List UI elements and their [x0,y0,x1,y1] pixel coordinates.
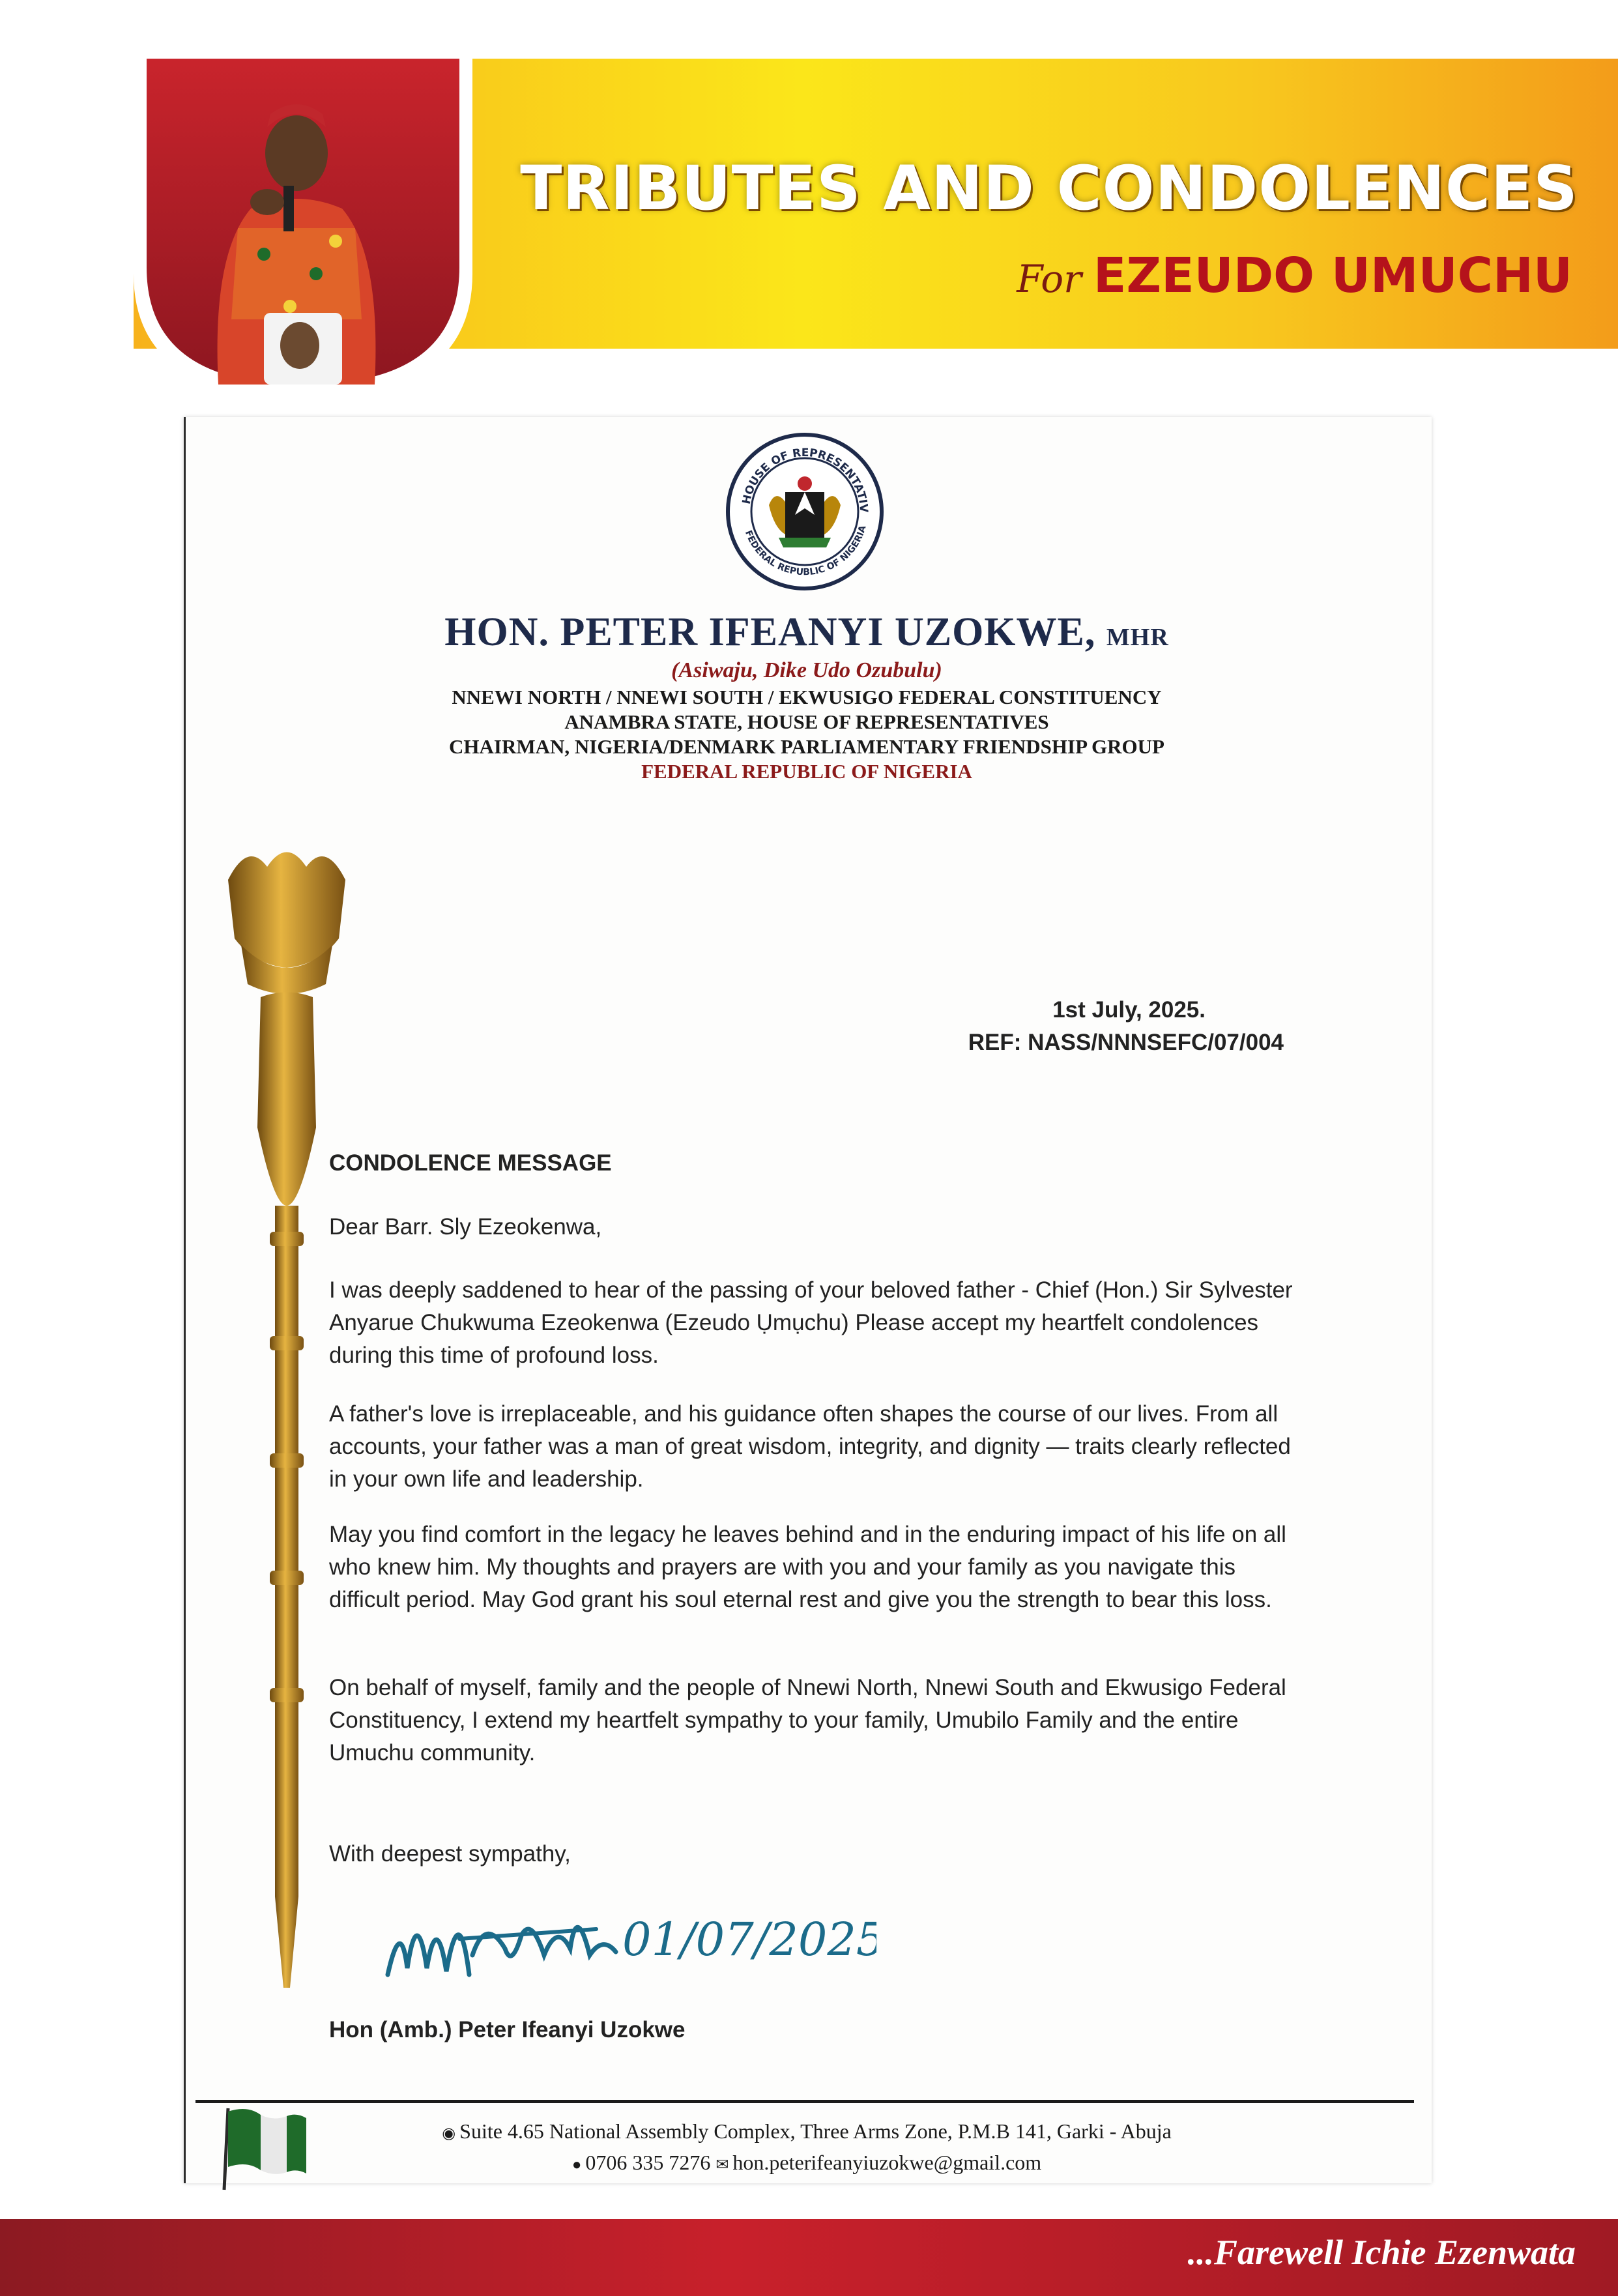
subject-name: EZEUDO UMUCHU [1093,248,1572,304]
letterhead-suffix: MHR [1106,624,1169,651]
letterhead-alias: (Asiwaju, Dike Udo Ozubulu) [671,658,942,682]
contact-address [184,2119,1430,2143]
house-of-representatives-seal-icon [723,430,886,603]
email-text: hon.peterifeanyiuzokwe@gmail.com [732,2151,1042,2174]
phone-text: 0706 335 7276 [585,2151,711,2174]
letter-paragraph-1: I was deeply saddened to hear of the passing of your beloved father - Chief (Hon.) Sir Sylvester Anyarue Chukwuma Ezeokenwa (Ezeudo Ụmụchu) Please accept my heartfelt condolences during this time of profound loss. [329,1277,1293,1368]
letter-paragraph-3: May you find comfort in the legacy he leaves behind and in the enduring impact of his life on all who knew him. My thoughts and prayers are with you and your family as you navigate this difficult period. May God grant his soul eternal rest and give you the strength to bear this loss. [329,1522,1286,1612]
seal-text-top: HOUSE OF REPRESENTATIV [740,446,871,513]
for-label: For [1017,257,1082,301]
banner-title: TRIBUTES AND CONDOLENCES [520,153,1578,224]
footer-divider [195,2100,1414,2103]
letterhead-country: FEDERAL REPUBLIC OF NIGERIA [641,760,972,783]
phone-icon: ● [571,2157,582,2173]
letterhead-constituency: NNEWI NORTH / NNEWI SOUTH / EKWUSIGO FEDERAL CONSTITUENCY [452,686,1162,708]
letter-closing: With deepest sympathy, [329,1841,571,1867]
email-icon: ✉ [715,2157,729,2173]
letter-paragraph-4: On behalf of myself, family and the people of Nnewi North, Nnewi South and Ekwusigo Federal Constituency, I extend my heartfelt sympathy to your family, Umubilo Family and the entire Umuchu community. [329,1675,1286,1766]
letter-reference: REF: NASS/NNNSEFC/07/004 [968,1030,1284,1055]
footer-tagline: ...Farewell Ichie Ezenwata [1187,2233,1576,2272]
seal-text-bottom: FEDERAL REPUBLIC OF NIGERIA [742,524,869,578]
letter-salutation: Dear Barr. Sly Ezeokenwa, [329,1214,602,1240]
address-text: Suite 4.65 National Assembly Complex, Three Arms Zone, P.M.B 141, Garki - Abuja [459,2119,1172,2143]
letterhead-state: ANAMBRA STATE, HOUSE OF REPRESENTATIVES [564,710,1049,733]
portrait-image [134,59,472,398]
location-pin-icon: ◉ [442,2125,456,2142]
banner-subtitle [1017,248,1572,304]
nigeria-flag-icon [215,2102,313,2193]
handwritten-signature [381,1877,876,1988]
letterhead-name [184,609,1430,656]
letterhead-chairman: CHAIRMAN, NIGERIA/DENMARK PARLIAMENTARY FRIENDSHIP GROUP [449,735,1164,758]
signature-date: 01/07/2025 [622,1913,876,1966]
letter-signatory: Hon (Amb.) Peter Ifeanyi Uzokwe [329,2017,686,2042]
contact-phone-email [184,2151,1430,2175]
letter-date: 1st July, 2025. [1052,997,1206,1023]
letterhead-name-text: HON. PETER IFEANYI UZOKWE, [444,610,1096,654]
letter-paragraph-2: A father's love is irreplaceable, and his guidance often shapes the course of our lives. From all accounts, your father was a man of great wisdom, integrity, and dignity — traits clearly reflected in your own life and leadership. [329,1401,1291,1492]
letter-heading: CONDOLENCE MESSAGE [329,1150,612,1176]
